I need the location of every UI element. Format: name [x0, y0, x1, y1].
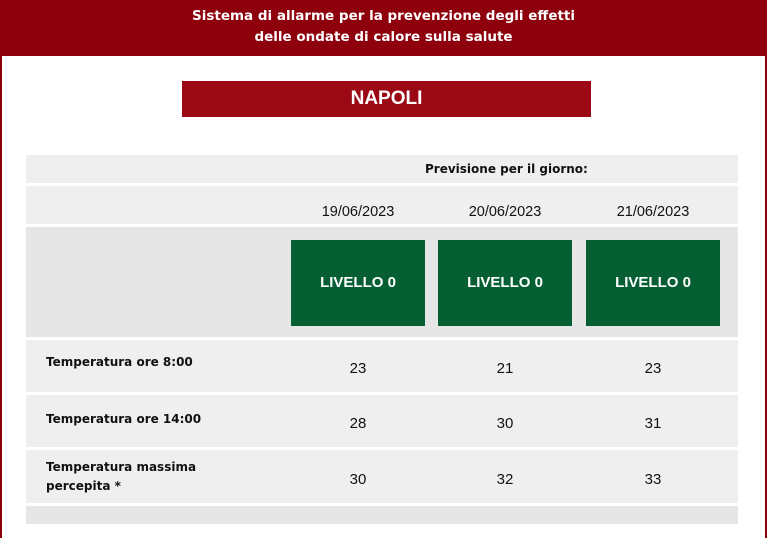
- temperature-8-value: 21: [496, 360, 514, 377]
- forecast-date: 20/06/2023: [468, 204, 542, 220]
- alert-level-badge: LIVELLO 0: [586, 240, 720, 326]
- max-perceived-temperature-label-line1: Temperatura massima: [46, 460, 197, 474]
- forecast-date: 21/06/2023: [616, 204, 690, 220]
- forecast-label: Previsione per il giorno:: [425, 162, 588, 176]
- temperature-14-value: 28: [349, 415, 367, 432]
- header-title-line1: Sistema di allarme per la prevenzione degli effetti: [191, 8, 576, 24]
- temperature-8-value: 23: [644, 360, 662, 377]
- forecast-date: 19/06/2023: [321, 204, 395, 220]
- alert-level-badge: LIVELLO 0: [438, 240, 572, 326]
- temperature-14-value: 30: [496, 415, 514, 432]
- max-perceived-temperature-label-line2: percepita *: [46, 479, 121, 493]
- header-title-line2: delle ondate di calore sulla salute: [254, 29, 513, 45]
- temperature-14-value: 31: [644, 415, 662, 432]
- max-perceived-temperature-value: 30: [349, 471, 367, 488]
- temperature-8-label: Temperatura ore 8:00: [46, 355, 193, 369]
- table-footer-row: [26, 506, 738, 524]
- max-perceived-temperature-label: [46, 458, 196, 496]
- max-perceived-temperature-value: 32: [496, 471, 514, 488]
- page-header: [0, 0, 767, 56]
- alert-level-badge: LIVELLO 0: [291, 240, 425, 326]
- city-title: NAPOLI: [182, 81, 591, 117]
- max-perceived-temperature-value: 33: [644, 471, 662, 488]
- forecast-header-row: [26, 155, 738, 183]
- temperature-8-value: 23: [349, 360, 367, 377]
- temperature-14-label: Temperatura ore 14:00: [46, 412, 202, 426]
